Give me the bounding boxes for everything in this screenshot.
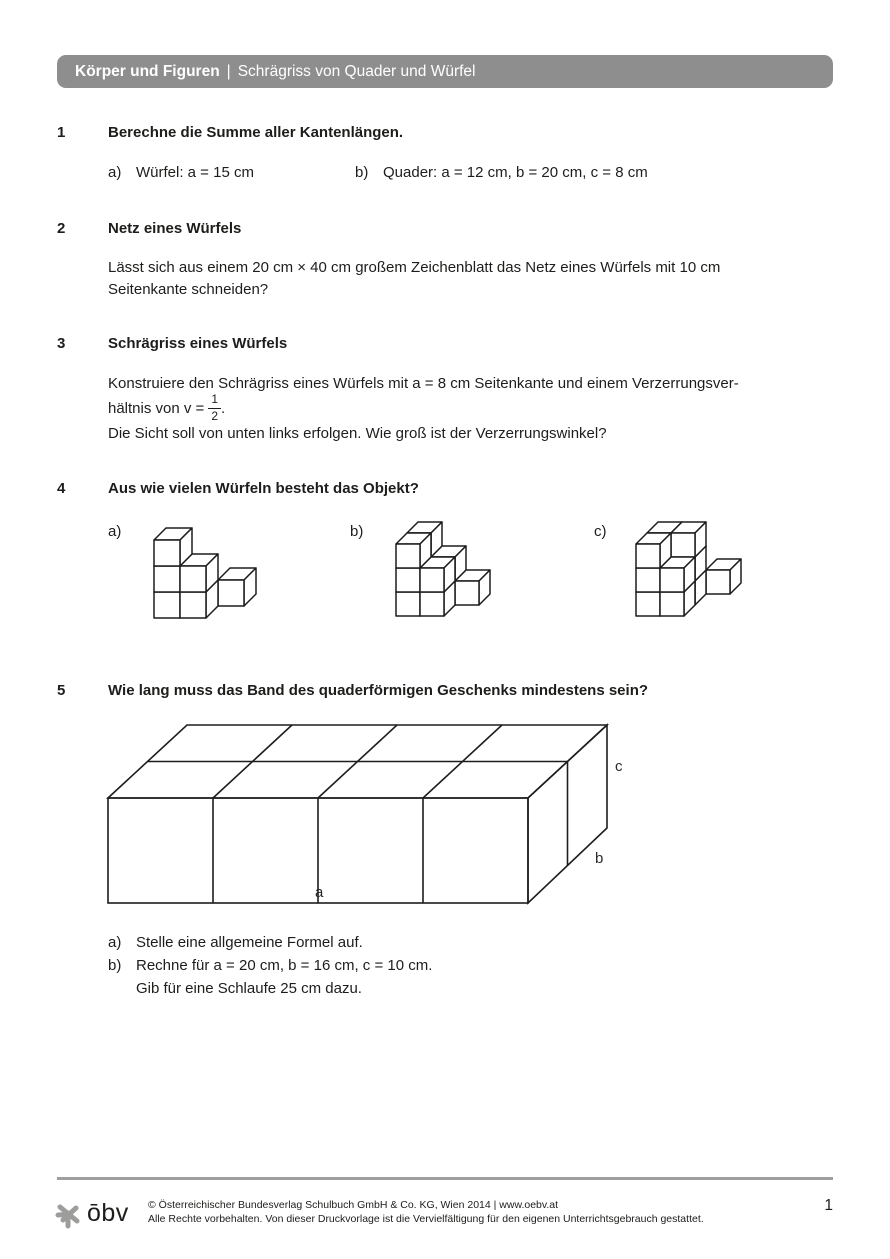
exercise-5-item-a-label: a) bbox=[108, 934, 122, 951]
dim-label-a: a bbox=[315, 884, 324, 901]
exercise-1-item-b-text: Quader: a = 12 cm, b = 20 cm, c = 8 cm bbox=[383, 164, 648, 181]
gift-box-figure bbox=[95, 713, 645, 913]
figure-c-label: c) bbox=[594, 523, 607, 540]
dim-label-b: b bbox=[595, 850, 604, 867]
oebv-logo-text: ōbv bbox=[87, 1199, 129, 1227]
exercise-2-title: Netz eines Würfels bbox=[108, 220, 242, 237]
fraction-one-half bbox=[208, 393, 221, 424]
exercise-3-line2-suffix: . bbox=[221, 399, 226, 417]
exercise-3-title: Schrägriss eines Würfels bbox=[108, 335, 288, 352]
exercise-5-item-b-text: Rechne für a = 20 cm, b = 16 cm, c = 10 cm. bbox=[136, 957, 433, 974]
fraction-denominator: 2 bbox=[211, 408, 218, 423]
exercise-2-text-line-2: Seitenkante schneiden? bbox=[108, 281, 269, 298]
exercise-3-text-line-1: Konstruiere den Schrägriss eines Würfels mit a = 8 cm Seitenkante und einem Verzerrungsver- bbox=[108, 375, 739, 392]
cube-stack-figure-c bbox=[634, 516, 752, 620]
dim-label-c: c bbox=[615, 758, 623, 775]
exercise-5-item-b-text-2: Gib für eine Schlaufe 25 cm dazu. bbox=[136, 980, 362, 997]
exercise-3-text-line-2 bbox=[108, 392, 225, 424]
exercise-1-number: 1 bbox=[57, 124, 66, 141]
exercise-5-item-b-label: b) bbox=[108, 957, 122, 974]
header-subtitle: Schrägriss von Quader und Würfel bbox=[237, 63, 476, 80]
page-number: 1 bbox=[824, 1197, 833, 1214]
exercise-5-number: 5 bbox=[57, 682, 66, 699]
copyright-line-2: Alle Rechte vorbehalten. Von dieser Druckvorlage ist die Vervielfältigung für den eigenen Unterrichtsgebrauch gestattet. bbox=[148, 1213, 704, 1225]
exercise-1-item-a-label: a) bbox=[108, 164, 122, 181]
cube-stack-figure-a bbox=[152, 518, 264, 622]
exercise-1-item-b-label: b) bbox=[355, 164, 369, 181]
exercise-3-number: 3 bbox=[57, 335, 66, 352]
exercise-4-number: 4 bbox=[57, 480, 66, 497]
header-separator: | bbox=[226, 63, 231, 80]
exercise-5-title: Wie lang muss das Band des quaderförmigen Geschenks mindestens sein? bbox=[108, 682, 649, 699]
exercise-5-item-a-text: Stelle eine allgemeine Formel auf. bbox=[136, 934, 363, 951]
figure-a-label: a) bbox=[108, 523, 122, 540]
exercise-1-title: Berechne die Summe aller Kantenlängen. bbox=[108, 124, 404, 141]
header-bar bbox=[57, 55, 833, 88]
exercise-3-line2-prefix: hältnis von v = bbox=[108, 399, 205, 417]
exercise-2-number: 2 bbox=[57, 220, 66, 237]
fraction-numerator: 1 bbox=[208, 393, 221, 409]
gift-box-outline bbox=[108, 725, 607, 903]
exercise-1-item-a-text: Würfel: a = 15 cm bbox=[136, 164, 254, 181]
cube-stack-figure-b bbox=[394, 516, 512, 620]
exercise-4-title: Aus wie vielen Würfeln besteht das Objekt? bbox=[108, 480, 419, 497]
figure-b-label: b) bbox=[350, 523, 364, 540]
footer-divider bbox=[57, 1177, 833, 1180]
header-title: Körper und Figuren bbox=[75, 63, 220, 80]
exercise-2-text-line-1: Lässt sich aus einem 20 cm × 40 cm großem Zeichenblatt das Netz eines Würfels mit 10 cm bbox=[108, 259, 721, 276]
oebv-star-icon bbox=[55, 1201, 83, 1229]
exercise-3-text-line-3: Die Sicht soll von unten links erfolgen. Wie groß ist der Verzerrungswinkel? bbox=[108, 425, 607, 442]
copyright-line-1: © Österreichischer Bundesverlag Schulbuch GmbH & Co. KG, Wien 2014 | www.oebv.at bbox=[148, 1199, 559, 1211]
